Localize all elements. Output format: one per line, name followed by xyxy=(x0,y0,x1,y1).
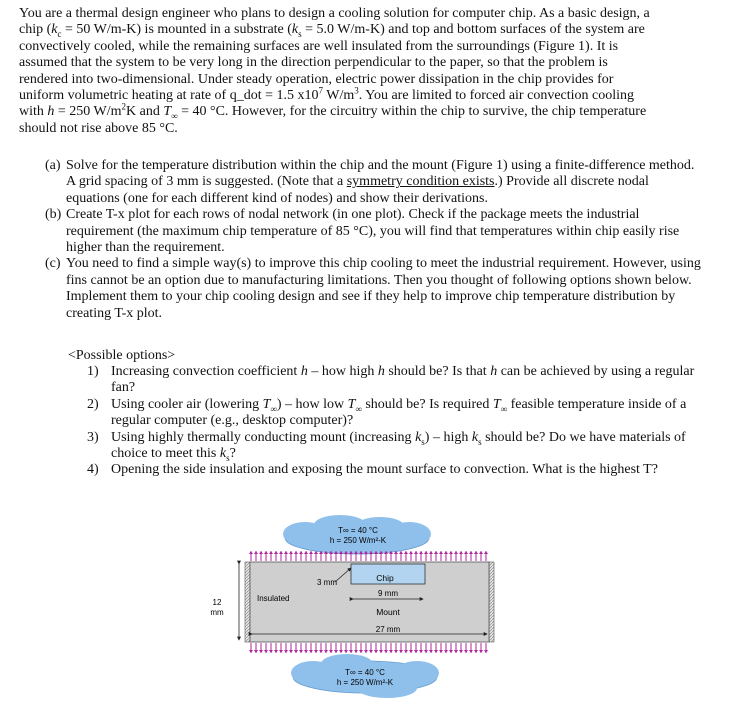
heat-flow-arrowhead xyxy=(359,650,363,653)
heat-flow-arrowhead xyxy=(474,551,478,554)
heat-flow-arrowhead xyxy=(399,551,403,554)
symmetry-note: symmetry condition exists xyxy=(346,174,495,190)
heat-flow-arrowhead xyxy=(474,650,478,653)
option-1: 1) Increasing convection coefficient h – how high h should be? Is that h can be achieved by using a regular fan? xyxy=(87,364,695,396)
heat-flow-arrowhead xyxy=(364,650,368,653)
intro-line-4: assumed that the system to be very long in the direction perpendicular to the paper, so that the problem is xyxy=(19,55,608,71)
heat-flow-arrowhead xyxy=(344,650,348,653)
option-2: 2) Using cooler air (lowering $T_\infty$) – how low $T_\infty$ should be? Is required $T_\infty$ feasible temperature inside of a regular computer (e.g., desktop computer)? xyxy=(87,396,687,429)
question-list xyxy=(45,158,705,322)
heat-flow-arrowhead xyxy=(484,551,488,554)
heat-flow-arrowhead xyxy=(259,551,263,554)
heat-flow-arrowhead xyxy=(354,650,358,653)
heat-flow-arrowhead xyxy=(439,551,443,554)
heat-flow-arrowhead xyxy=(304,551,308,554)
chip-label: Chip xyxy=(376,573,394,583)
heat-flow-arrowhead xyxy=(269,650,273,653)
mount-label: Mount xyxy=(376,607,400,617)
heat-flow-arrowhead xyxy=(259,650,263,653)
heat-flow-arrowhead xyxy=(424,650,428,653)
heat-flow-arrowhead xyxy=(314,650,318,653)
intro-line-6: uniform volumetric heating at rate of q_dot = 1.5 $x10^7$ $W/m^3$. You are limited to forced air convection cooling xyxy=(19,85,635,104)
heat-flow-arrowhead xyxy=(304,650,308,653)
intro-line-1: You are a thermal design engineer who plans to design a cooling solution for computer chip. As a basic design, a xyxy=(19,6,650,21)
heat-flow-arrowhead xyxy=(329,650,333,653)
heat-flow-arrowhead xyxy=(299,551,303,554)
heat-flow-arrowhead xyxy=(334,650,338,653)
heat-flow-arrowhead xyxy=(254,551,258,554)
heat-flow-arrowhead xyxy=(289,551,293,554)
heat-flow-arrowhead xyxy=(454,650,458,653)
heat-flow-arrowhead xyxy=(374,650,378,653)
heat-flow-arrowhead xyxy=(444,650,448,653)
dim-27mm-label: 27 mm xyxy=(375,625,401,634)
bottom-ambient-temp: T∞ = 40 °C xyxy=(345,668,385,677)
left-insulation xyxy=(245,562,250,642)
option-3: 3) Using highly thermally conducting mount (increasing $k_s$) – high $k_s$ should be? Do we have materials of choice to meet this $k_s$? xyxy=(87,429,686,463)
heat-flow-arrowhead xyxy=(349,650,353,653)
heat-flow-arrowhead xyxy=(409,650,413,653)
heat-flow-arrowhead xyxy=(274,551,278,554)
heat-flow-arrowhead xyxy=(479,551,483,554)
heat-flow-arrowhead xyxy=(264,650,268,653)
heat-flow-arrowhead xyxy=(484,650,488,653)
heat-flow-arrowhead xyxy=(469,551,473,554)
dim-12mm-unit: mm xyxy=(210,608,224,617)
options-list xyxy=(87,364,707,479)
heat-flow-arrowhead xyxy=(419,551,423,554)
heat-flow-arrowhead xyxy=(339,650,343,653)
heat-flow-arrowhead xyxy=(404,551,408,554)
insulated-label: Insulated xyxy=(257,594,290,603)
heat-flow-arrowhead xyxy=(449,551,453,554)
heat-flow-arrowhead xyxy=(284,551,288,554)
heat-flow-arrowhead xyxy=(249,650,253,653)
figure-1 xyxy=(195,512,535,702)
heat-flow-arrowhead xyxy=(479,650,483,653)
dim-12mm-value: 12 xyxy=(212,598,222,607)
question-a-label: (a) xyxy=(45,158,61,173)
heat-flow-arrowhead xyxy=(324,650,328,653)
question-c: (c) You need to find a simple way(s) to improve this chip cooling to meet the industrial requirement. However, using fins cannot be an option due to manufacturing limitations. Then you thought of following options shown below. Implement them to your chip cooling design and see if they help to improve chip temperature distribution by creating T-x plot. xyxy=(45,256,701,321)
dim-3mm-label: 3 mm xyxy=(317,578,337,587)
option-4: 4) Opening the side insulation and exposing the mount surface to convection. What is the highest T? xyxy=(87,462,658,478)
heat-flow-arrowhead xyxy=(369,650,373,653)
heat-flow-arrowhead xyxy=(279,650,283,653)
intro-line-2: chip ($k_c = 50$ W/m-K) is mounted in a substrate ($k_s = 5.0$ W/m-K) and top and bottom surfaces of the system are xyxy=(19,22,645,40)
heat-flow-arrowhead xyxy=(274,650,278,653)
heat-flow-arrowhead xyxy=(294,650,298,653)
heat-flow-arrowhead xyxy=(434,650,438,653)
heat-flow-arrowhead xyxy=(414,650,418,653)
heat-flow-arrowhead xyxy=(469,650,473,653)
heat-flow-arrowhead xyxy=(284,650,288,653)
bottom-convection-coef: h = 250 W/m²-K xyxy=(336,678,394,687)
intro-line-7: with h = 250 $W/m^2K$ and $T_\infty = 40$ °C. However, for the circuitry within the chip to survive, the chip temperature xyxy=(19,101,647,122)
top-ambient-temp: T∞ = 40 °C xyxy=(338,526,378,535)
heat-flow-arrowhead xyxy=(399,650,403,653)
question-b: (b) Create T-x plot for each rows of nodal network (in one plot). Check if the package meets the industrial requirement (the maximum chip temperature of 85 °C), you will find that temperatures within chip easily rise higher than the requirement. xyxy=(45,207,680,256)
top-convection-coef: h = 250 W/m²-K xyxy=(329,536,387,545)
heat-flow-arrowhead xyxy=(289,650,293,653)
heat-flow-arrowhead xyxy=(464,551,468,554)
heat-flow-arrowhead xyxy=(249,551,253,554)
question-b-label: (b) xyxy=(45,207,62,223)
bottom-heat-flow-arrows xyxy=(249,643,488,653)
heat-flow-arrowhead xyxy=(414,551,418,554)
heat-flow-arrowhead xyxy=(419,650,423,653)
heat-flow-arrowhead xyxy=(254,650,258,653)
heat-flow-arrowhead xyxy=(319,650,323,653)
problem-statement xyxy=(19,6,715,137)
heat-flow-arrowhead xyxy=(389,650,393,653)
heat-flow-arrowhead xyxy=(279,551,283,554)
right-insulation xyxy=(489,562,494,642)
options-heading: <Possible options> xyxy=(68,348,176,363)
intro-line-5: rendered into two-dimensional. Under steady operation, electric power dissipation in the chip provides for xyxy=(19,71,614,87)
question-a: (a) Solve for the temperature distribution within the chip and the mount (Figure 1) using a finite-difference method. A grid spacing of 3 mm is suggested. (Note that a symmetry condition exists.) Provide all discrete nodal equations (one for each different kind of nodes) and show their derivations. xyxy=(45,158,695,206)
heat-flow-arrowhead xyxy=(269,551,273,554)
heat-flow-arrowhead xyxy=(444,551,448,554)
dim-9mm-label: 9 mm xyxy=(378,589,398,598)
heat-flow-arrowhead xyxy=(459,551,463,554)
heat-flow-arrowhead xyxy=(459,650,463,653)
heat-flow-arrowhead xyxy=(404,650,408,653)
heat-flow-arrowhead xyxy=(464,650,468,653)
heat-flow-arrowhead xyxy=(309,650,313,653)
heat-flow-arrowhead xyxy=(429,551,433,554)
heat-flow-arrowhead xyxy=(264,551,268,554)
chip-mount-diagram xyxy=(195,512,535,702)
heat-flow-arrowhead xyxy=(429,650,433,653)
heat-flow-arrowhead xyxy=(309,551,313,554)
heat-flow-arrowhead xyxy=(454,551,458,554)
intro-line-8: should not rise above 85 °C. xyxy=(19,120,178,136)
intro-line-3: convectively cooled, while the remaining surfaces are well insulated from the surroundings (Figure 1). It is xyxy=(19,38,619,54)
heat-flow-arrowhead xyxy=(299,650,303,653)
question-c-label: (c) xyxy=(45,256,61,272)
heat-flow-arrowhead xyxy=(294,551,298,554)
heat-flow-arrowhead xyxy=(409,551,413,554)
heat-flow-arrowhead xyxy=(434,551,438,554)
heat-flow-arrowhead xyxy=(379,650,383,653)
heat-flow-arrowhead xyxy=(384,650,388,653)
heat-flow-arrowhead xyxy=(394,650,398,653)
heat-flow-arrowhead xyxy=(449,650,453,653)
heat-flow-arrowhead xyxy=(424,551,428,554)
heat-flow-arrowhead xyxy=(439,650,443,653)
